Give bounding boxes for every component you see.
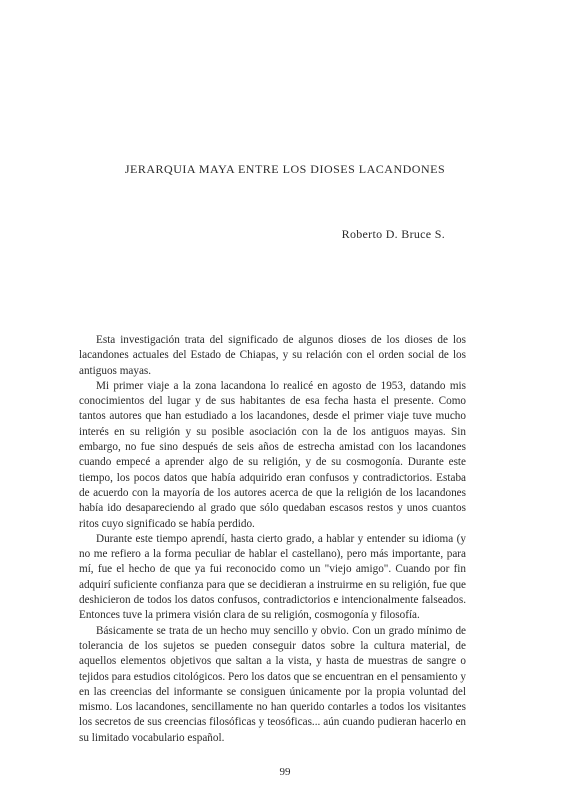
body-paragraph-4: Básicamente se trata de un hecho muy sencillo y obvio. Con un grado mínimo de tolerancia de los sujetos se pueden conseguir datos sobre la cultura material, de aquellos elementos objetivos que saltan a la vista, y hasta de muestras de sangre o tejidos para estudios citológicos. Pero los datos que se encuentran en el pensamiento y en las creencias del informante se consiguen únicamente por la propia voluntad del mismo. Los lacandones, sencillamente no han querido contarles a todos los visitantes los secretos de sus creencias filosóficas y teosóficas... aún cuando pudieran hacerlo en su limitado vocabulario español. xyxy=(79,624,466,744)
article-body xyxy=(79,333,466,746)
body-paragraph-1: Esta investigación trata del significado de algunos dioses de los dioses de los lacandones actuales del Estado de Chiapas, y su relación con el orden social de los antiguos mayas. xyxy=(79,334,466,377)
body-paragraph-3: Durante este tiempo aprendí, hasta cierto grado, a hablar y entender su idioma (y no me refiero a la forma peculiar de hablar el castellano), pero más importante, para mí, fue el hecho de que ya fui reconocido como un "viejo amigo". Cuando por fin adquirí suficiente confianza para que se decidieran a instruirme en su religión, fue que deshicieron de todos los datos confusos, contradictorios e intencionalmente falseados. Entonces tuve la primera visión clara de su religión, cosmogonía y filosofía. xyxy=(79,532,466,622)
author-name: Roberto D. Bruce S. xyxy=(341,227,445,241)
page-number: 99 xyxy=(279,766,291,778)
article-title: JERARQUIA MAYA ENTRE LOS DIOSES LACANDONES xyxy=(124,162,446,176)
body-paragraph-2: Mi primer viaje a la zona lacandona lo realicé en agosto de 1953, datando mis conocimientos del lugar y de sus habitantes de esa fecha hasta el presente. Como tantos autores que han estudiado a los lacandones, desde el primer viaje tuve mucho interés en su religión y su posible asociación con la de los antiguos mayas. Sin embargo, no fue sino después de seis años de estrecha amistad con los lacandones cuando empecé a aprender algo de su religión, y de su cosmogonía. Durante este tiempo, los pocos datos que había adquirido eran confusos y contradictorios. Estaba de acuerdo con la mayoría de los autores acerca de que la religión de los lacandones había ido desapareciendo al grado que sólo quedaban escasos restos y unos cuantos ritos cuyo significado se había perdido. xyxy=(79,379,466,530)
